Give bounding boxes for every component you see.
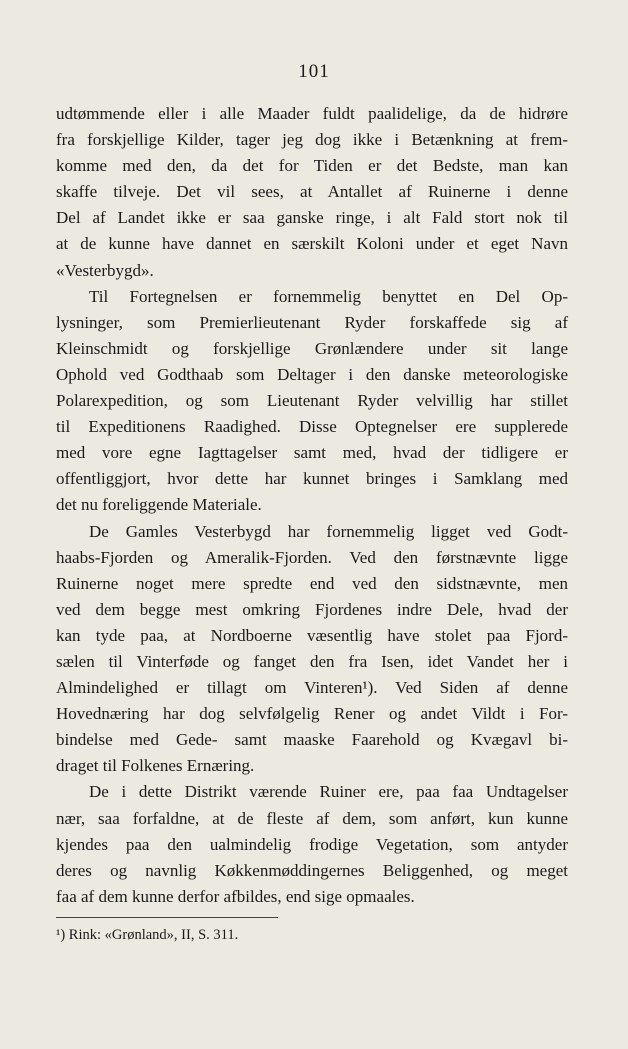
text-line: med vore egne Iagttagelser samt med, hvad der tidligere er <box>56 443 568 463</box>
text-line: faa af dem kunne derfor afbildes, end sige opmaales. <box>56 886 415 906</box>
text-line: ved dem begge mest omkring Fjordenes indre Dele, hvad der <box>56 599 568 619</box>
paragraph <box>56 779 568 909</box>
text-line: Kleinschmidt og forskjellige Grønlændere under sit lange <box>56 338 568 358</box>
text-line: sælen til Vinterføde og fanget den fra Isen, idet Vandet her i <box>56 651 568 671</box>
text-line: De Gamles Vesterbygd har fornemmelig ligget ved Godt- <box>89 521 568 541</box>
text-line: draget til Folkenes Ernæring. <box>56 756 255 776</box>
page-number: 101 <box>298 61 330 82</box>
text-line: «Vesterbygd». <box>56 260 154 280</box>
text-line: De i dette Distrikt værende Ruiner ere, paa faa Undtagelser <box>89 782 568 802</box>
text-line: Ophold ved Godthaab som Deltager i den danske meteorologiske <box>56 364 568 384</box>
text-line: Almindelighed er tillagt om Vinteren¹). Ved Siden af denne <box>56 678 568 698</box>
text-line: Til Fortegnelsen er fornemmelig benyttet en Del Op- <box>89 286 568 306</box>
paragraph <box>56 519 568 780</box>
footnote-divider <box>56 917 278 918</box>
text-line: kjendes paa den ualmindelig frodige Vegetation, som antyder <box>56 834 568 854</box>
text-line: nær, saa forfaldne, at de fleste af dem, som anført, kun kunne <box>56 808 568 828</box>
text-line: deres og navnlig Køkkenmøddingernes Beliggenhed, og meget <box>56 860 568 880</box>
text-line: Del af Landet ikke er saa ganske ringe, i alt Fald stort nok til <box>56 208 568 228</box>
text-line: bindelse med Gede- samt maaske Faarehold og Kvægavl bi- <box>56 730 568 750</box>
footnote: ¹) Rink: «Grønland», II, S. 311. <box>56 927 239 943</box>
text-line: haabs-Fjorden og Ameralik-Fjorden. Ved den førstnævnte ligge <box>56 547 568 567</box>
text-line: udtømmende eller i alle Maader fuldt paalidelige, da de hidrøre <box>56 104 568 123</box>
text-line: Hovednæring har dog selvfølgelig Rener og andet Vildt i For- <box>56 704 568 724</box>
text-line: lysninger, som Premierlieutenant Ryder forskaffede sig af <box>56 312 568 332</box>
text-line: Ruinerne noget mere spredte end ved den sidstnævnte, men <box>56 573 568 593</box>
text-line: komme med den, da det for Tiden er det Bedste, man kan <box>56 156 568 176</box>
text-line: til Expeditionens Raadighed. Disse Optegnelser ere supplerede <box>56 417 568 437</box>
text-line: kan tyde paa, at Nordboerne væsentlig have stolet paa Fjord- <box>56 625 568 645</box>
text-line: skaffe tilveje. Det vil sees, at Antallet af Ruinerne i denne <box>56 182 568 202</box>
paragraph <box>56 101 568 284</box>
text-body <box>56 101 568 910</box>
text-line: offentliggjort, hvor dette har kunnet bringes i Samklang med <box>56 469 568 489</box>
text-line: at de kunne have dannet en særskilt Koloni under et eget Navn <box>56 234 568 254</box>
text-line: Polarexpedition, og som Lieutenant Ryder velvillig har stillet <box>56 391 568 411</box>
paragraph <box>56 284 568 519</box>
text-line: fra forskjellige Kilder, tager jeg dog ikke i Betænkning at frem- <box>56 130 568 150</box>
text-line: det nu foreliggende Materiale. <box>56 495 262 515</box>
